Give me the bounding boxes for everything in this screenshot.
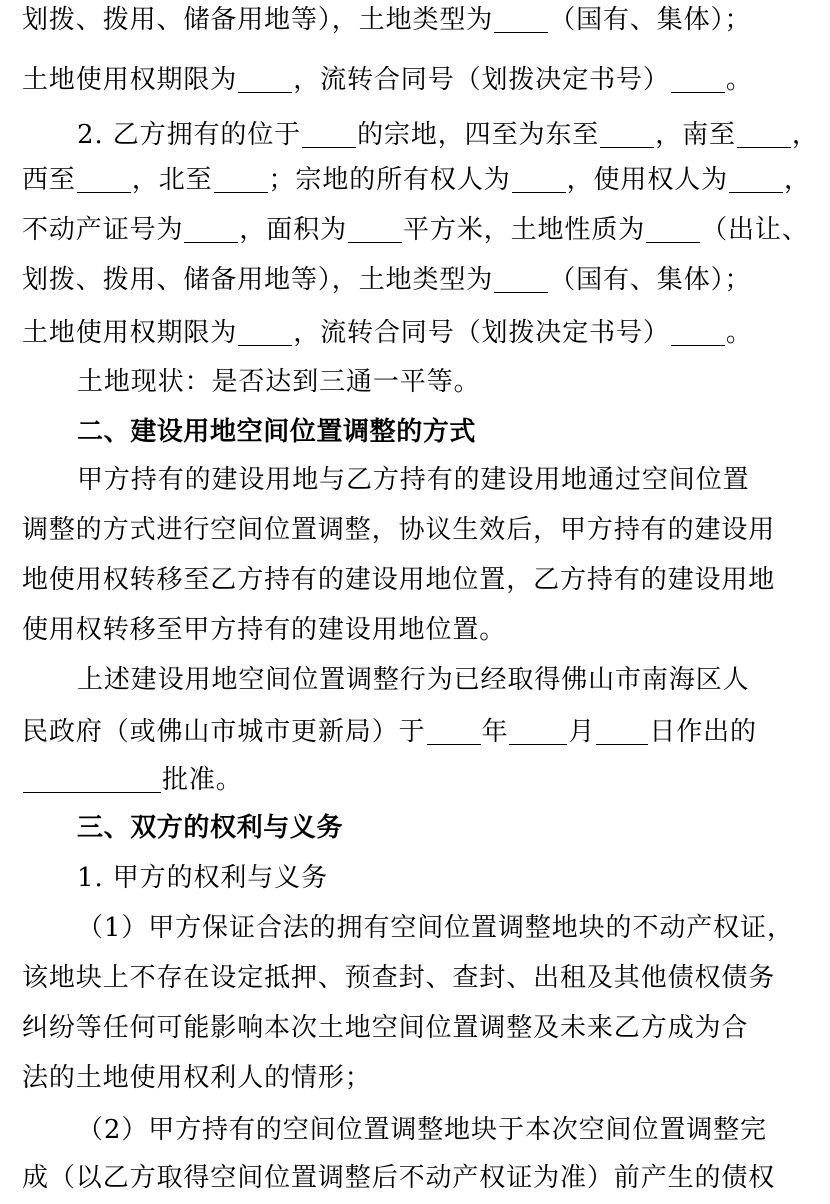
text-segment: ，使用权人为	[566, 165, 729, 195]
text-segment: （国有、集体）；	[549, 5, 752, 35]
text-segment: 的宗地，四至为东至	[357, 120, 600, 150]
text-segment: （2）甲方持有的空间位置调整地块于本次空间位置调整完	[77, 1115, 767, 1145]
blank-field[interactable]	[238, 62, 292, 93]
blank-field[interactable]	[214, 162, 268, 193]
text-line-24	[22, 1158, 775, 1198]
text-line-4	[22, 160, 811, 200]
text-segment: 使用权转移至甲方持有的建设用地位置。	[22, 615, 507, 645]
text-segment: （出让、	[701, 215, 809, 245]
text-line-7	[22, 313, 753, 353]
text-segment: ，南至	[655, 120, 736, 150]
text-segment: 平方米，土地性质为	[403, 215, 646, 245]
text-line-19	[77, 908, 794, 948]
text-segment: 。	[725, 65, 753, 95]
text-line-10	[77, 460, 750, 500]
text-segment: 民政府（或佛山市城市更新局）于	[22, 717, 426, 747]
text-segment: 土地使用权期限为	[22, 65, 238, 95]
text-segment: 土地使用权期限为	[22, 318, 238, 348]
text-segment: （1）甲方保证合法的拥有空间位置调整地块的不动产权证，	[77, 913, 794, 943]
text-line-13	[22, 610, 506, 650]
blank-field[interactable]	[646, 212, 700, 243]
text-segment: 划拨、拨用、储备用地等），土地类型为	[22, 5, 494, 35]
text-segment: 2. 乙方拥有的位于	[77, 120, 302, 150]
text-segment: 1. 甲方的权利与义务	[77, 863, 328, 893]
section-heading-2	[77, 412, 476, 452]
text-segment: 不动产证号为	[22, 215, 184, 245]
text-segment: 纠纷等任何可能影响本次土地空间位置调整及未来乙方成为合	[22, 1013, 749, 1043]
text-segment: 月	[568, 717, 596, 747]
text-line-16	[22, 760, 243, 800]
text-segment: ，流转合同号（划拨决定书号）	[293, 65, 670, 95]
text-segment: 西至	[22, 165, 76, 195]
text-line-12	[22, 560, 775, 600]
blank-field[interactable]	[348, 212, 402, 243]
blank-field[interactable]	[512, 162, 566, 193]
text-segment: 土地现状：是否达到三通一平等。	[77, 367, 481, 397]
text-segment: 日作出的	[649, 717, 757, 747]
text-line-22	[22, 1058, 372, 1098]
text-segment: （国有、集体）；	[549, 265, 752, 295]
text-segment: 甲方持有的建设用地与乙方持有的建设用地通过空间位置	[77, 465, 750, 495]
blank-field[interactable]	[427, 714, 481, 745]
text-line-1	[22, 0, 751, 40]
text-line-6	[22, 260, 751, 300]
text-segment: 该地块上不存在设定抵押、预查封、查封、出租及其他债权债务	[22, 963, 776, 993]
section-heading-3	[77, 808, 343, 848]
text-segment: 年	[481, 717, 509, 747]
text-line-8	[77, 362, 481, 402]
text-segment: ，流转合同号（划拨决定书号）	[293, 318, 670, 348]
subsection-heading	[77, 858, 328, 898]
text-line-15	[22, 712, 757, 752]
text-segment: 。	[725, 318, 753, 348]
text-segment: 法的土地使用权利人的情形；	[22, 1063, 372, 1093]
blank-field[interactable]	[494, 2, 548, 33]
blank-field[interactable]	[729, 162, 783, 193]
text-segment: 地使用权转移至乙方持有的建设用地位置，乙方持有的建设用地	[22, 565, 776, 595]
blank-field[interactable]	[184, 212, 238, 243]
heading-text: 二、建设用地空间位置调整的方式	[77, 417, 477, 447]
text-line-14	[77, 660, 750, 700]
text-segment: 划拨、拨用、储备用地等），土地类型为	[22, 265, 494, 295]
text-segment: ，面积为	[239, 215, 348, 245]
blank-field[interactable]	[238, 315, 292, 346]
text-line-11	[22, 510, 775, 550]
blank-field[interactable]	[671, 62, 725, 93]
blank-field[interactable]	[23, 762, 161, 793]
text-segment: ，	[784, 165, 811, 195]
blank-field[interactable]	[302, 117, 356, 148]
blank-field[interactable]	[596, 714, 648, 745]
text-line-5	[22, 210, 809, 250]
blank-field[interactable]	[600, 117, 654, 148]
text-segment: ，北至	[131, 165, 213, 195]
text-segment: ，	[791, 120, 819, 150]
blank-field[interactable]	[494, 262, 548, 293]
text-line-23	[77, 1110, 767, 1150]
text-segment: ；宗地的所有权人为	[268, 165, 511, 195]
text-line-3	[77, 115, 819, 155]
heading-text: 三、双方的权利与义务	[77, 813, 344, 843]
blank-field[interactable]	[671, 315, 725, 346]
blank-field[interactable]	[509, 714, 567, 745]
text-segment: 成（以乙方取得空间位置调整后不动产权证为准）前产生的债权	[22, 1163, 776, 1193]
text-line-21	[22, 1008, 748, 1048]
text-segment: 上述建设用地空间位置调整行为已经取得佛山市南海区人	[77, 665, 750, 695]
text-line-20	[22, 958, 775, 998]
text-line-2	[22, 60, 753, 100]
blank-field[interactable]	[737, 117, 791, 148]
text-segment: 批准。	[162, 765, 243, 795]
text-segment: 调整的方式进行空间位置调整，协议生效后，甲方持有的建设用	[22, 515, 776, 545]
blank-field[interactable]	[77, 162, 131, 193]
